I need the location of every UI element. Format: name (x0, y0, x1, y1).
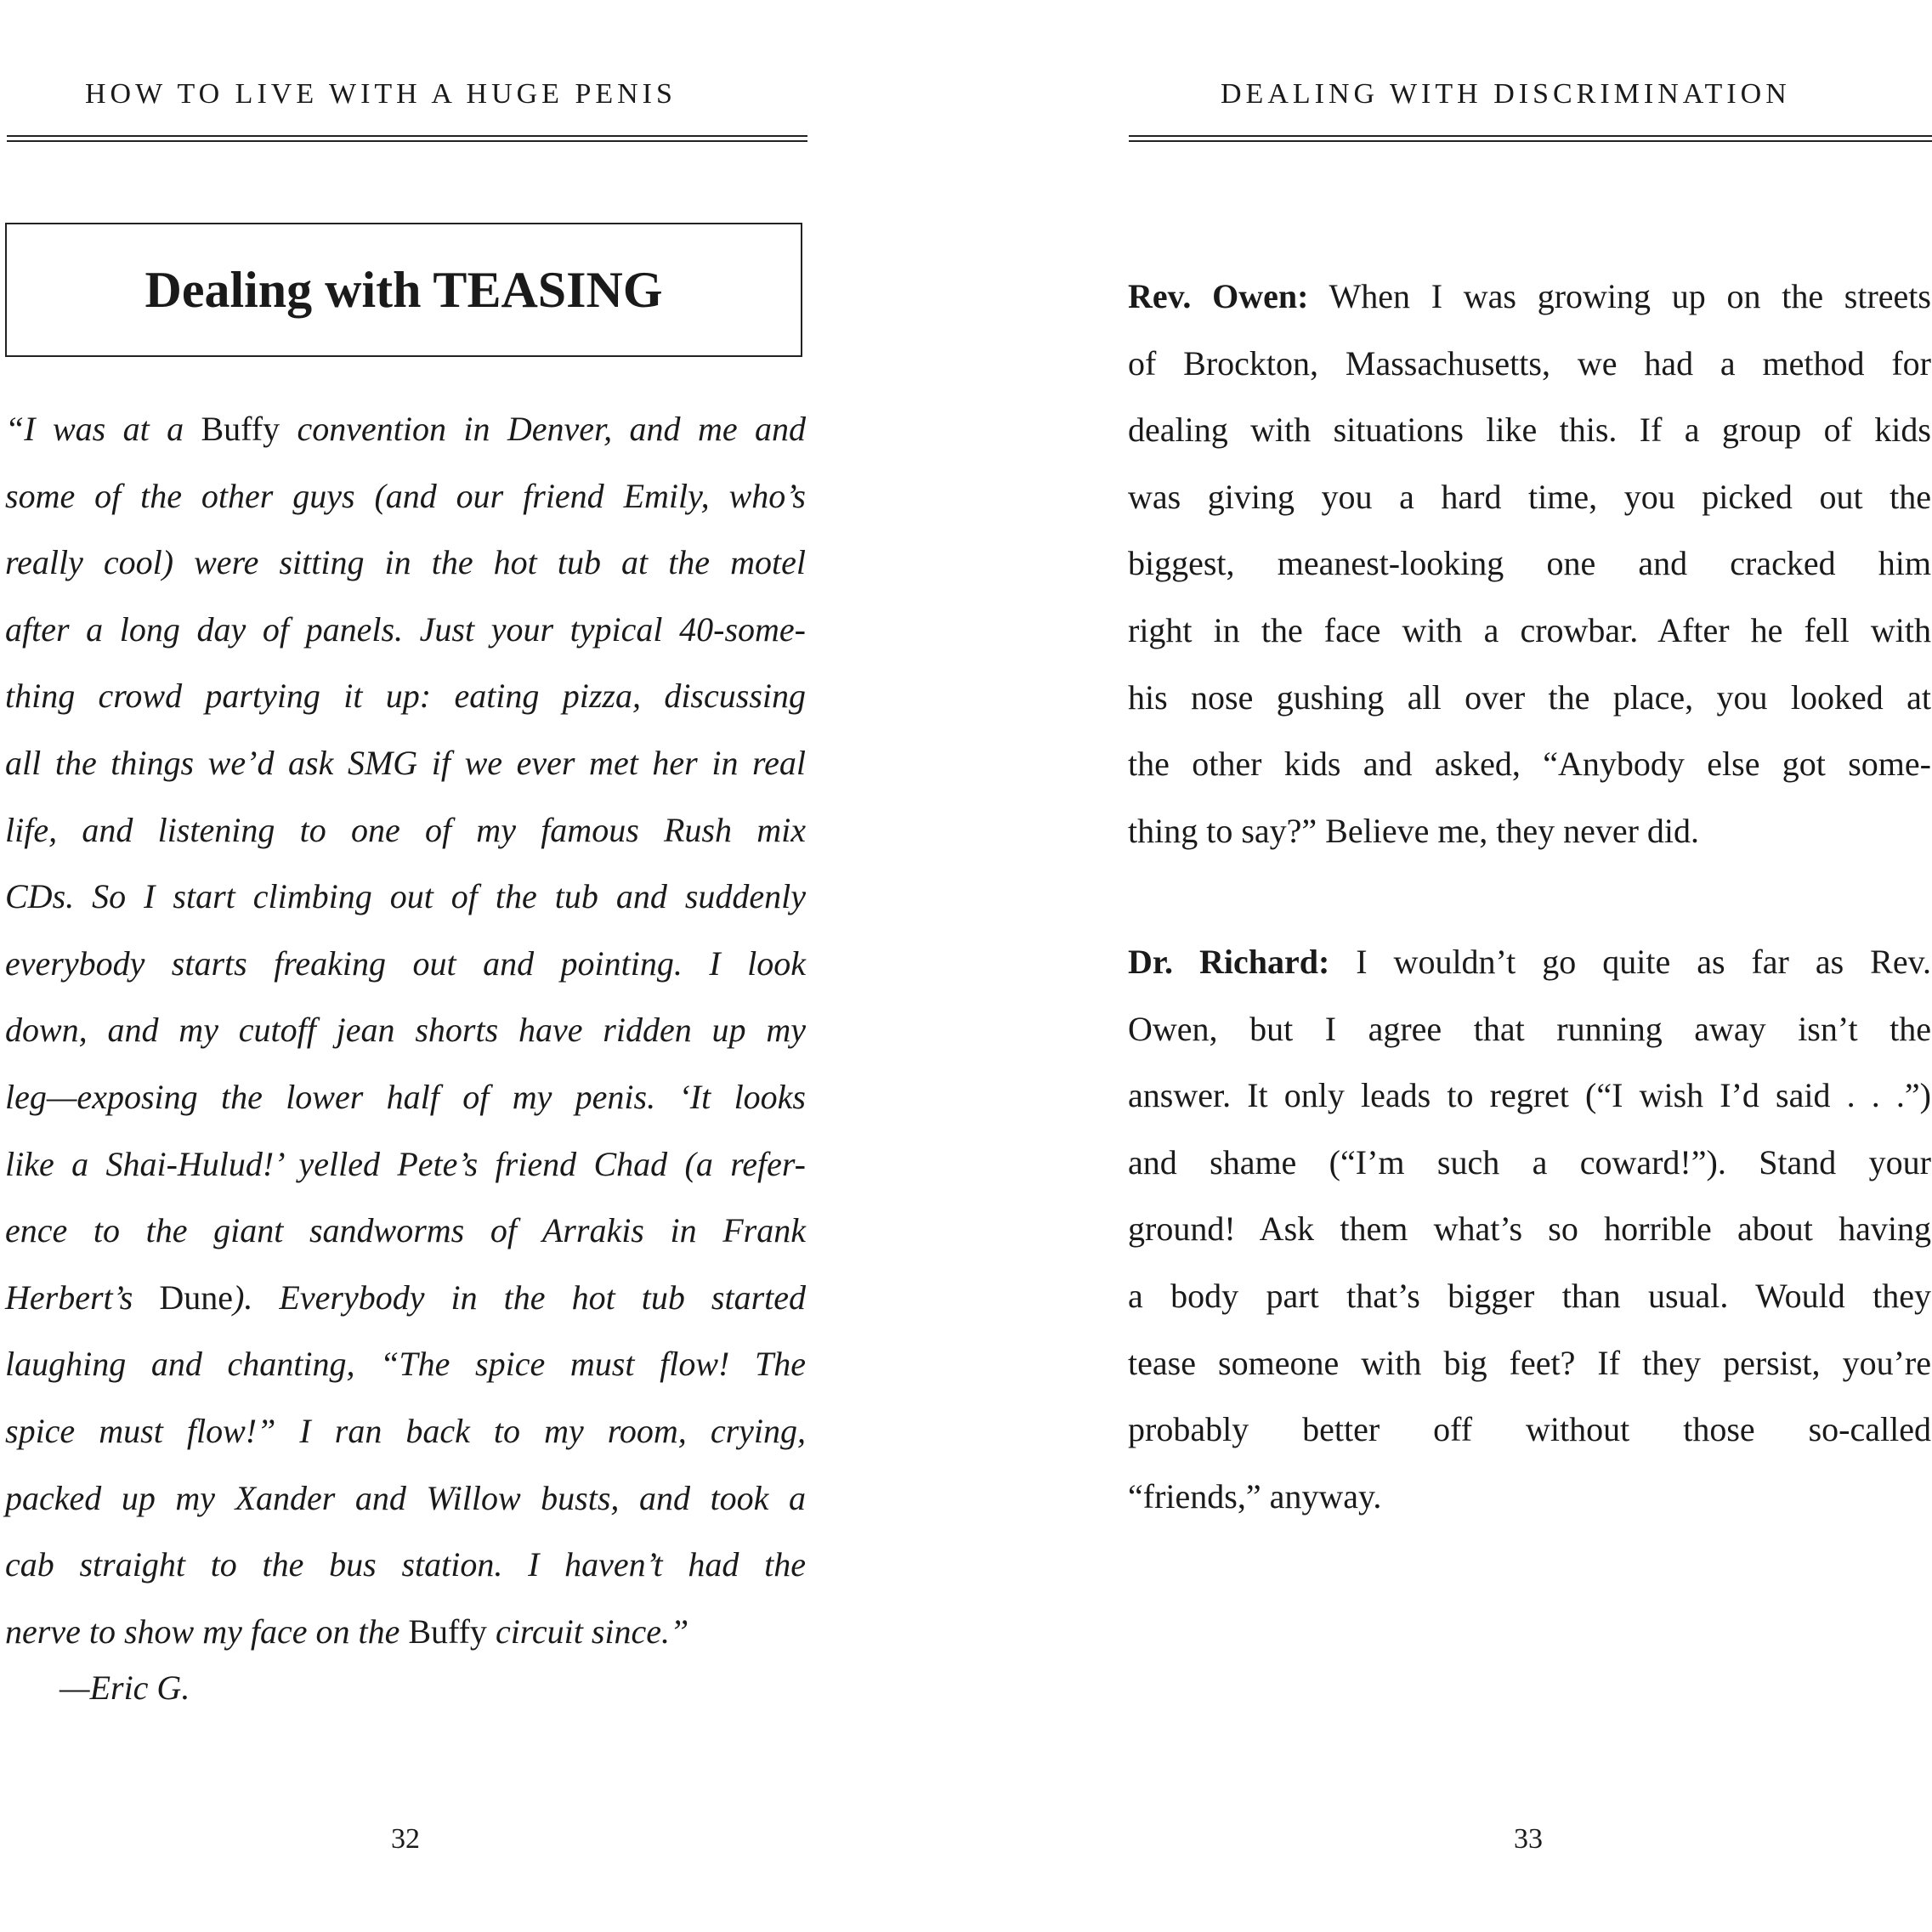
paragraph-text: right in the face with a crowbar. After he fell with (1128, 610, 1931, 649)
paragraph-text: biggest, meanest-looking one and cracked him (1128, 544, 1931, 583)
quote-text: some of the other guys (and our friend Emily, who’s (5, 476, 806, 515)
paragraph-line (1128, 1397, 1931, 1464)
testimonial-quote (5, 396, 806, 1665)
paragraph-line (1128, 929, 1931, 996)
paragraph-text: a body part that’s bigger than usual. Would they (1128, 1276, 1931, 1315)
quote-line (5, 797, 806, 864)
quote-text: laughing and chanting, “The spice must flow! The (5, 1345, 806, 1384)
speaker-name: Rev. Owen: (1128, 277, 1309, 315)
paragraph-line (1128, 731, 1931, 798)
running-head-right: DEALING WITH DISCRIMINATION (1221, 78, 1791, 110)
section-title-box (5, 223, 802, 357)
quote-line (5, 597, 806, 664)
quote-line (5, 1398, 806, 1465)
paragraph-line (1128, 1464, 1931, 1531)
quote-line (5, 730, 806, 797)
paragraph-line (1128, 798, 1931, 865)
quote-text: Herbert’s (5, 1278, 160, 1317)
quote-text: thing crowd partying it up: eating pizza, discussing (5, 677, 806, 716)
quote-text: cab straight to the bus station. I haven’t had the (5, 1545, 806, 1584)
header-rule-left (7, 135, 807, 142)
paragraph-text: Owen, but I agree that running away isn’t the (1128, 1009, 1931, 1048)
quote-line (5, 1131, 806, 1198)
speaker-name: Dr. Richard: (1128, 943, 1330, 981)
quote-text: leg—exposing the lower half of my penis. ‘It looks (5, 1077, 806, 1116)
paragraph-line (1128, 331, 1931, 398)
expert-answer-dr-richard (1128, 929, 1931, 1530)
header-rule-right (1129, 135, 1932, 142)
quote-text: really cool) were sitting in the hot tub at the motel (5, 543, 806, 582)
paragraph-line (1128, 1130, 1931, 1197)
quote-text: life, and listening to one of my famous Rush mix (5, 810, 806, 849)
paragraph-line (1128, 665, 1931, 732)
paragraph-line (1128, 598, 1931, 665)
paragraph-text: and shame (“I’m such a coward!”). Stand your (1128, 1142, 1931, 1181)
quote-text: convention in Denver, and me and (280, 410, 806, 448)
right-page (966, 0, 1932, 1932)
quote-line (5, 396, 806, 463)
paragraph-line (1128, 530, 1931, 598)
paragraph-text: When I was growing up on the streets (1308, 277, 1931, 315)
quote-text: down, and my cutoff jean shorts have ridden up my (5, 1011, 806, 1050)
paragraph-text: I wouldn’t go quite as far as Rev. (1329, 943, 1931, 981)
quote-text: after a long day of panels. Just your typical 40-some- (5, 609, 806, 649)
paragraph-text: the other kids and asked, “Anybody else got some- (1128, 745, 1931, 784)
paragraph-text: thing to say?” Believe me, they never did. (1128, 811, 1700, 850)
paragraph-text: tease someone with big feet? If they persist, you’re (1128, 1343, 1931, 1382)
quote-line (5, 1265, 806, 1332)
paragraph-text: was giving you a hard time, you picked out the (1128, 477, 1931, 516)
quote-line (5, 1465, 806, 1533)
quote-line (5, 864, 806, 931)
quote-text: CDs. So I start climbing out of the tub and suddenly (5, 877, 806, 916)
quote-line (5, 1331, 806, 1398)
quote-text: circuit since.” (486, 1612, 689, 1651)
title-reference: Buffy (201, 410, 280, 448)
title-reference: Dune (159, 1278, 234, 1317)
expert-answer-rev-owen (1128, 263, 1931, 864)
quote-attribution: —Eric G. (59, 1669, 190, 1707)
quote-text: ence to the giant sandworms of Arrakis in Frank (5, 1211, 806, 1250)
quote-line (5, 1198, 806, 1265)
paragraph-text: of Brockton, Massachusetts, we had a method for (1128, 343, 1931, 382)
quote-text: nerve to show my face on the (5, 1612, 409, 1651)
quote-text: like a Shai-Hulud!’ yelled Pete’s friend Chad (a refer- (5, 1144, 806, 1183)
quote-line (5, 931, 806, 998)
quote-text: “I was at a (5, 410, 201, 448)
paragraph-text: ground! Ask them what’s so horrible about having (1128, 1210, 1931, 1249)
paragraph-line (1128, 263, 1931, 331)
paragraph-line (1128, 464, 1931, 531)
running-head-left: HOW TO LIVE WITH A HUGE PENIS (85, 78, 677, 110)
quote-line (5, 663, 806, 730)
quote-line (5, 1064, 806, 1131)
page-number-left: 32 (391, 1823, 420, 1855)
paragraph-text: dealing with situations like this. If a group of kids (1128, 411, 1931, 450)
quote-text: everybody starts freaking out and pointing. I look (5, 943, 806, 983)
quote-line (5, 463, 806, 530)
paragraph-line (1128, 397, 1931, 464)
paragraph-text: answer. It only leads to regret (“I wish I’d said . . .”) (1128, 1076, 1931, 1115)
quote-text: all the things we’d ask SMG if we ever met her in real (5, 743, 806, 782)
quote-text: ). Everybody in the hot tub started (233, 1278, 806, 1317)
paragraph-text: probably better off without those so-called (1128, 1410, 1931, 1449)
paragraph-line (1128, 1263, 1931, 1330)
section-title: Dealing with TEASING (144, 261, 663, 318)
quote-line (5, 997, 806, 1064)
paragraph-text: his nose gushing all over the place, you looked at (1128, 677, 1931, 717)
paragraph-line (1128, 1196, 1931, 1263)
title-reference: Buffy (408, 1612, 487, 1651)
paragraph-line (1128, 996, 1931, 1063)
page-number-right: 33 (1514, 1823, 1543, 1855)
quote-line (5, 530, 806, 597)
quote-line (5, 1599, 806, 1666)
paragraph-line (1128, 1330, 1931, 1397)
quote-line (5, 1532, 806, 1599)
quote-text: spice must flow!” I ran back to my room, crying, (5, 1411, 806, 1450)
quote-text: packed up my Xander and Willow busts, and took a (5, 1478, 806, 1517)
paragraph-line (1128, 1062, 1931, 1130)
paragraph-text: “friends,” anyway. (1128, 1476, 1382, 1516)
